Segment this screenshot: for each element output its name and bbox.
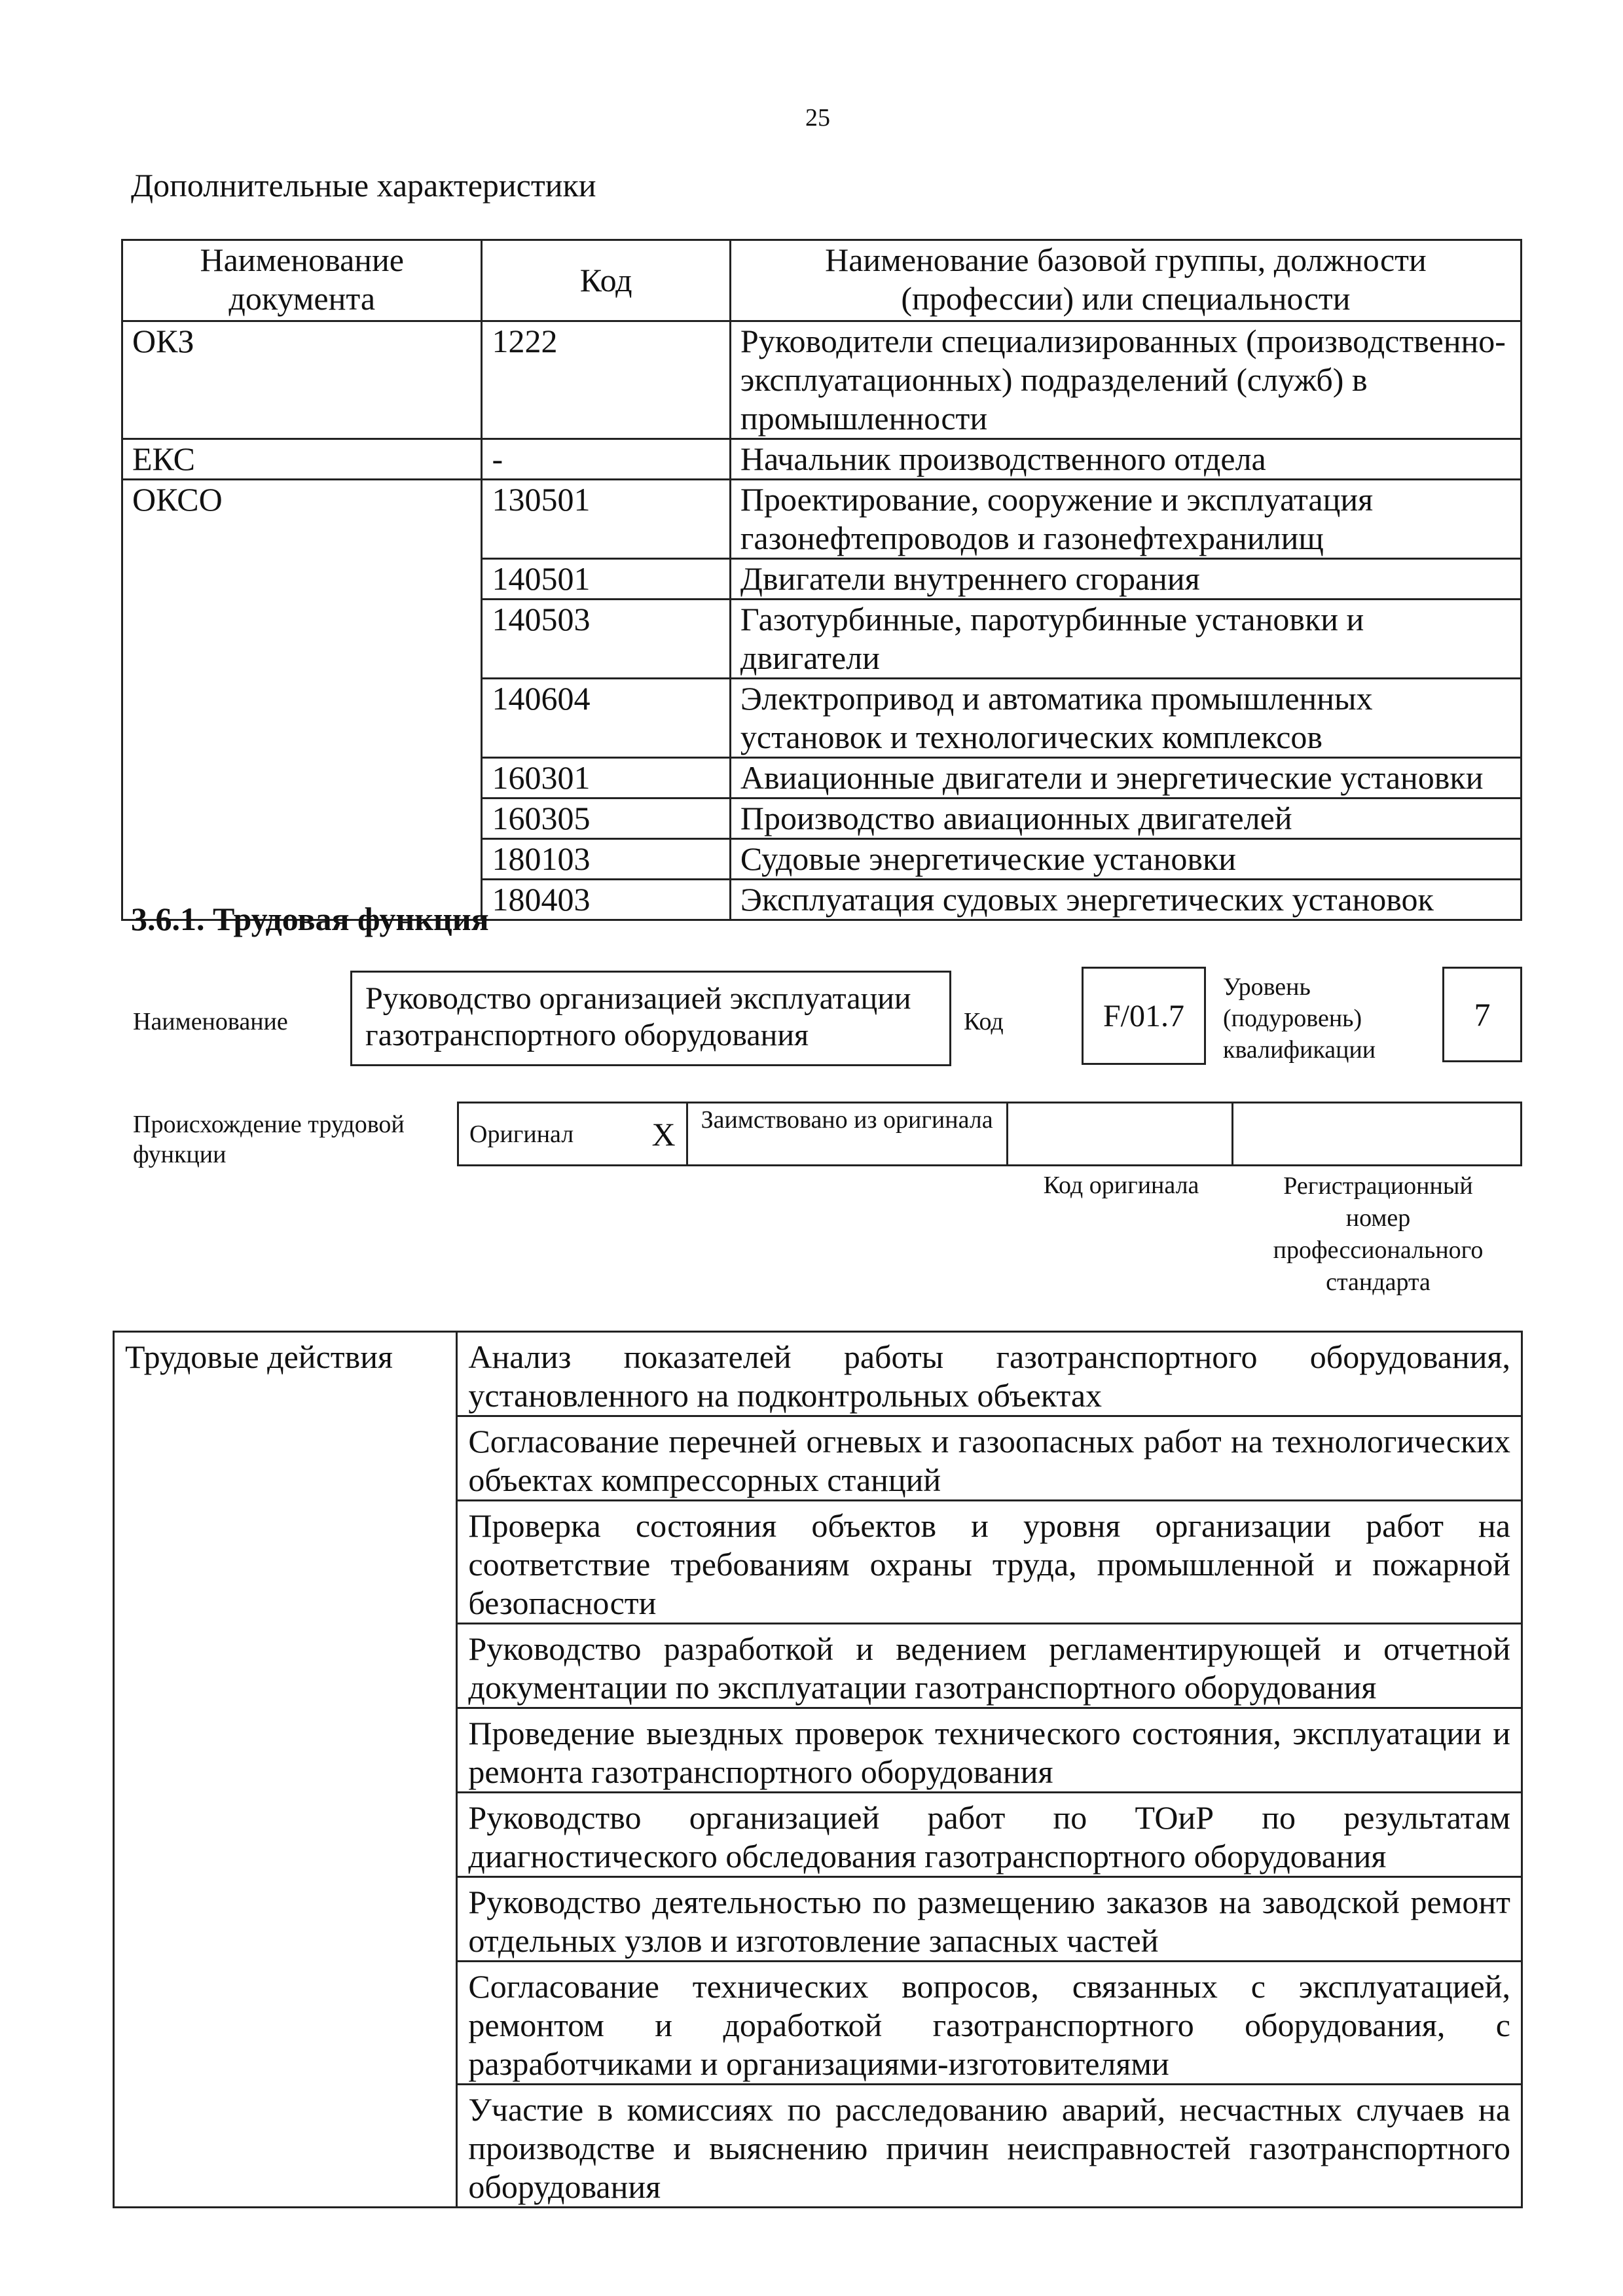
table-row <box>122 439 1522 480</box>
labor-actions-label: Трудовые действия <box>114 1332 457 2208</box>
function-name-value: Руководство организацией эксплуатации газотранспортного оборудования <box>365 981 911 1052</box>
function-name-label: Наименование <box>133 1008 288 1035</box>
section-heading: Дополнительные характеристики <box>131 167 596 204</box>
table-row <box>122 321 1522 439</box>
function-title: 3.6.1. Трудовая функция <box>131 901 489 937</box>
function-code-box <box>1082 967 1206 1065</box>
table-row <box>114 1332 1522 1416</box>
function-name-box <box>350 971 951 1066</box>
cell-doc: ЕКС <box>122 439 482 480</box>
cell-code: 140604 <box>482 679 730 758</box>
labor-action-item: Руководство разработкой и ведением регламентирующей и отчетной документации по эксплуатации газотранспортного оборудования <box>457 1624 1522 1708</box>
labor-action-item: Согласование технических вопросов, связанных с эксплуатацией, ремонтом и доработкой газотранспортного оборудования, с разработчиками и организациями-изготовителями <box>457 1962 1522 2085</box>
cell-name: Авиационные двигатели и энергетические установки <box>730 758 1521 798</box>
cell-name: Эксплуатация судовых энергетических установок <box>730 880 1521 920</box>
labor-action-item: Анализ показателей работы газотранспортного оборудования, установленного на подконтрольных объектах <box>457 1332 1522 1416</box>
function-level-value: 7 <box>1474 996 1491 1033</box>
header-doc: Наименование документа <box>122 240 482 321</box>
origin-code-cell <box>1007 1103 1232 1166</box>
cell-code: 130501 <box>482 480 730 559</box>
cell-name: Электропривод и автоматика промышленных установок и технологических комплексов <box>730 679 1521 758</box>
cell-code: 140501 <box>482 559 730 600</box>
table-row <box>122 480 1522 559</box>
cell-doc: ОКСО <box>122 480 482 920</box>
additional-characteristics-table <box>121 239 1522 921</box>
cell-name: Начальник производственного отдела <box>730 439 1521 480</box>
cell-code: 180103 <box>482 839 730 880</box>
reg-number-caption: Регистрационный номер профессионального стандарта <box>1273 1172 1484 1296</box>
function-code-label: Код <box>964 1008 1004 1035</box>
function-code-value: F/01.7 <box>1103 998 1185 1033</box>
labor-action-item: Проверка состояния объектов и уровня организации работ на соответствие требованиям охраны труда, промышленной и пожарной безопасности <box>457 1501 1522 1624</box>
labor-action-item: Участие в комиссиях по расследованию аварий, несчастных случаев на производстве и выяснению причин неисправностей газотранспортного оборудования <box>457 2085 1522 2208</box>
cell-name: Проектирование, сооружение и эксплуатация газонефтепроводов и газонефтехранилищ <box>730 480 1521 559</box>
cell-code: 160305 <box>482 798 730 839</box>
cell-code: 180403 <box>482 880 730 920</box>
code-original-caption: Код оригинала <box>1043 1172 1199 1199</box>
cell-code: 140503 <box>482 600 730 679</box>
header-name: Наименование базовой группы, должности (профессии) или специальности <box>730 240 1521 321</box>
cell-name: Двигатели внутреннего сгорания <box>730 559 1521 600</box>
labor-actions-table <box>113 1331 1523 2208</box>
labor-action-item: Согласование перечней огневых и газоопасных работ на технологических объектах компрессорных станций <box>457 1416 1522 1501</box>
cell-code: - <box>482 439 730 480</box>
table-header-row <box>122 240 1522 321</box>
cell-name: Производство авиационных двигателей <box>730 798 1521 839</box>
origin-reg-number-cell <box>1233 1103 1522 1166</box>
function-level-box <box>1442 967 1522 1062</box>
cell-code: 160301 <box>482 758 730 798</box>
cell-name: Руководители специализированных (производственно-эксплуатационных) подразделений (служб) в промышленности <box>730 321 1521 439</box>
header-code: Код <box>482 240 730 321</box>
labor-action-item: Руководство деятельностью по размещению заказов на заводской ремонт отдельных узлов и изготовление запасных частей <box>457 1877 1522 1962</box>
origin-original-label: Оригинал <box>469 1120 574 1148</box>
cell-doc: ОКЗ <box>122 321 482 439</box>
cell-name: Судовые энергетические установки <box>730 839 1521 880</box>
function-level-label: Уровень (подуровень) квалификации <box>1223 973 1376 1064</box>
cell-code: 1222 <box>482 321 730 439</box>
origin-original-cell <box>458 1103 687 1166</box>
labor-action-item: Руководство организацией работ по ТОиР по результатам диагностического обследования газотранспортного оборудования <box>457 1793 1522 1877</box>
cell-name: Газотурбинные, паротурбинные установки и двигатели <box>730 600 1521 679</box>
origin-original-mark: X <box>651 1115 676 1153</box>
labor-action-item: Проведение выездных проверок технического состояния, эксплуатации и ремонта газотранспортного оборудования <box>457 1708 1522 1793</box>
origin-label: Происхождение трудовой функции <box>133 1111 405 1168</box>
page-number: 25 <box>805 104 830 132</box>
origin-table <box>457 1102 1522 1166</box>
origin-borrowed-label: Заимствовано из оригинала <box>687 1103 1007 1166</box>
